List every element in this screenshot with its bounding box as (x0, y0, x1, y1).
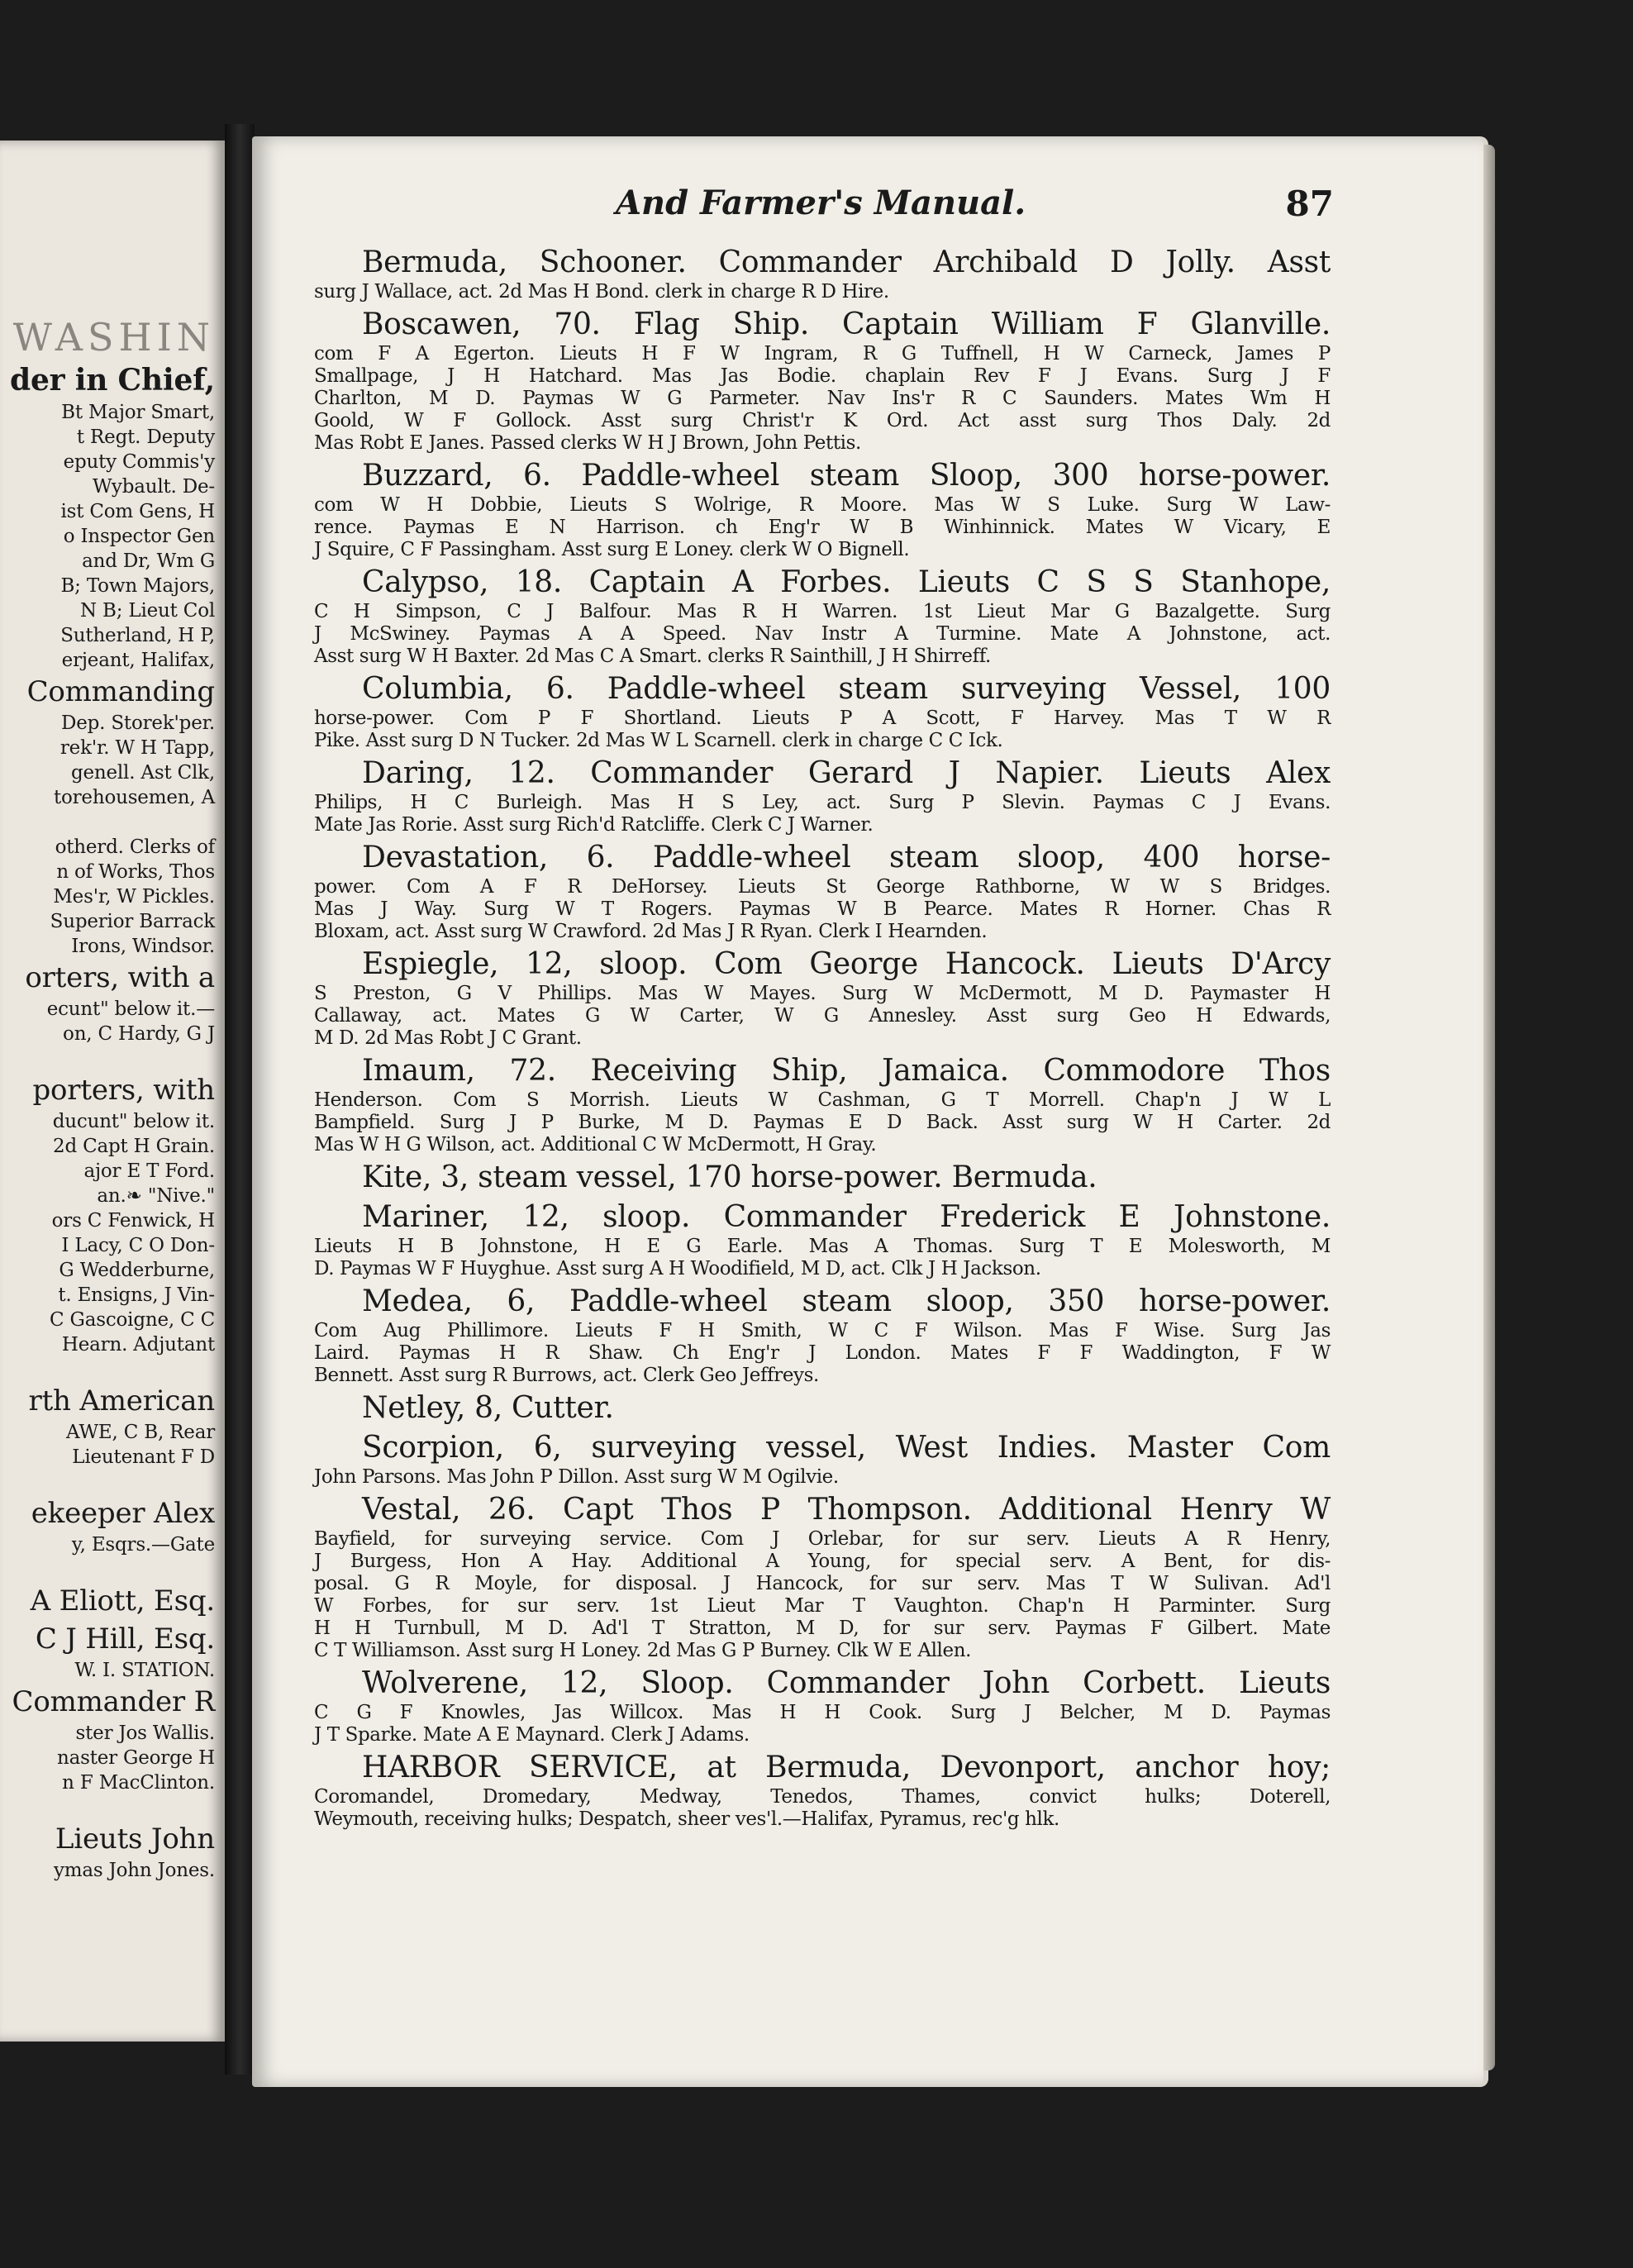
ship-detail-line: surg J Wallace, act. 2d Mas H Bond. clerk in charge R D Hire. (314, 281, 889, 303)
ship-detail-line: Bennett. Asst surg R Burrows, act. Clerk Geo Jeffreys. (314, 1365, 819, 1386)
left-page-line: erjeant, Halifax, (61, 650, 215, 671)
left-page-line (0, 1557, 215, 1582)
ship-detail-line: W Forbes, for sur serv. 1st Lieut Mar T Vaughton. Chap'n H Parminter. Surg (314, 1595, 1331, 1617)
left-page-line: Commander R (12, 1685, 215, 1718)
left-page-line: t. Ensigns, J Vin- (58, 1284, 215, 1306)
ship-detail-line: power. Com A F R DeHorsey. Lieuts St George Rathborne, W W S Bridges. (314, 876, 1331, 898)
left-page-line: y, Esqrs.—Gate (71, 1534, 215, 1556)
ship-list (314, 245, 1331, 1834)
ship-detail-line: Com Aug Phillimore. Lieuts F H Smith, W C F Wilson. Mas F Wise. Surg Jas (314, 1320, 1331, 1341)
ship-detail-line: Asst surg W H Baxter. 2d Mas C A Smart. clerks R Sainthill, J H Shirreff. (314, 646, 991, 667)
left-page-line: naster George H (56, 1747, 215, 1769)
left-page-line: I Lacy, C O Don- (61, 1235, 215, 1256)
ship-detail-line: D. Paymas W F Huyghue. Asst surg A H Woodifield, M D, act. Clk J H Jackson. (314, 1258, 1041, 1279)
ship-detail-line: Smallpage, J H Hatchard. Mas Jas Bodie. chaplain Rev F J Evans. Surg J F (314, 365, 1331, 387)
ship-detail-line: J Burgess, Hon A Hay. Additional A Young, for special serv. A Bent, for dis- (314, 1551, 1331, 1572)
left-page-line (0, 1470, 215, 1494)
page-header (314, 183, 1334, 230)
left-page-line: rek'r. W H Tapp, (60, 737, 215, 759)
ship-entry (314, 671, 1331, 752)
ship-detail-line: C T Williamson. Asst surg H Loney. 2d Mas G P Burney. Clk W E Allen. (314, 1640, 972, 1661)
ship-entry (314, 1053, 1331, 1156)
left-page-line: Mes'r, W Pickles. (53, 886, 215, 908)
ship-detail-line: rence. Paymas E N Harrison. ch Eng'r W B Winhinnick. Mates W Vicary, E (314, 517, 1331, 538)
ship-heading: Mariner, 12, sloop. Commander Frederick E Johnstone. (362, 1200, 1331, 1234)
left-page-line: ymas John Jones. (53, 1860, 215, 1881)
left-page-line: ajor E T Ford. (83, 1160, 215, 1182)
ship-detail-line: Mas W H G Wilson, act. Additional C W McDermott, H Gray. (314, 1134, 877, 1155)
ship-detail-line: John Parsons. Mas John P Dillon. Asst surg W M Ogilvie. (314, 1466, 839, 1488)
left-page-line: Hearn. Adjutant (61, 1334, 215, 1356)
left-page-line: AWE, C B, Rear (66, 1422, 215, 1443)
left-page-lines (0, 314, 215, 1883)
left-page-line: an.❧ "Nive." (97, 1185, 215, 1207)
ship-detail-line: com F A Egerton. Lieuts H F W Ingram, R G Tuffnell, H W Carneck, James P (314, 343, 1331, 364)
book-gutter (225, 124, 255, 2075)
left-page-line: o Inspector Gen (63, 526, 215, 547)
ship-entry (314, 458, 1331, 561)
ship-detail-line: Charlton, M D. Paymas W G Parmeter. Nav Ins'r R C Saunders. Mates Wm H (314, 388, 1331, 409)
ship-detail-line: Henderson. Com S Morrish. Lieuts W Cashman, G T Morrell. Chap'n J W L (314, 1089, 1331, 1111)
ship-entry (314, 1160, 1331, 1196)
page-edge (1483, 145, 1495, 2070)
ship-heading: Boscawen, 70. Flag Ship. Captain William F Glanville. (362, 307, 1331, 341)
left-page-line: Lieuts John (55, 1822, 215, 1856)
ship-detail-line: Mas J Way. Surg W T Rogers. Paymas W B Pearce. Mates R Horner. Chas R (314, 898, 1331, 920)
left-page-line: ekeeper Alex (31, 1497, 215, 1530)
ship-detail-line: posal. G R Moyle, for disposal. J Hancock, for sur serv. Mas T W Sulivan. Ad'l (314, 1573, 1331, 1594)
ship-entry (314, 307, 1331, 455)
running-title: And Farmer's Manual. (616, 183, 1026, 222)
left-page-line: ducunt" below it. (52, 1111, 215, 1132)
page-number: 87 (1285, 183, 1334, 224)
ship-heading: Vestal, 26. Capt Thos P Thompson. Additional Henry W (362, 1493, 1331, 1527)
ship-heading: Espiegle, 12, sloop. Com George Hancock. Lieuts D'Arcy (362, 947, 1331, 981)
ship-heading: Scorpion, 6, surveying vessel, West Indies. Master Com (362, 1431, 1331, 1465)
ship-heading: Buzzard, 6. Paddle-wheel steam Sloop, 300 horse-power. (362, 459, 1331, 493)
ship-heading: Daring, 12. Commander Gerard J Napier. Lieuts Alex (362, 756, 1331, 790)
ship-heading: Imaum, 72. Receiving Ship, Jamaica. Commodore Thos (362, 1054, 1331, 1088)
left-page-line: Superior Barrack (50, 911, 215, 932)
left-page-line: C Gascoigne, C C (50, 1309, 215, 1331)
left-page-line: Dep. Storek'per. (60, 712, 215, 734)
left-page-line: B; Town Majors, (60, 575, 215, 597)
ship-detail-line: Philips, H C Burleigh. Mas H S Ley, act. Surg P Slevin. Paymas C J Evans. (314, 792, 1331, 813)
ship-detail-line: C H Simpson, C J Balfour. Mas R H Warren. 1st Lieut Mar G Bazalgette. Surg (314, 601, 1331, 622)
ship-entry (314, 245, 1331, 303)
left-page-line: Commanding (26, 675, 215, 708)
ship-detail-line: Laird. Paymas H R Shaw. Ch Eng'r J London. Mates F F Waddington, F W (314, 1342, 1331, 1364)
left-page-line: and Dr, Wm G (82, 550, 215, 572)
left-page-line (0, 810, 215, 835)
ship-heading: Columbia, 6. Paddle-wheel steam surveying Vessel, 100 (362, 672, 1331, 706)
ship-detail-line: Bayfield, for surveying service. Com J Orlebar, for sur serv. Lieuts A R Henry, (314, 1528, 1331, 1550)
left-page-line: on, C Hardy, G J (63, 1023, 215, 1045)
left-page-line: ors C Fenwick, H (51, 1210, 215, 1232)
left-page-line: WASHIN (12, 315, 215, 360)
ship-entry (314, 755, 1331, 836)
ship-entry (314, 1492, 1331, 1662)
left-page-line: n of Works, Thos (56, 861, 215, 883)
left-page-line: C J Hill, Esq. (35, 1622, 215, 1656)
left-page-line: der in Chief, (10, 363, 215, 398)
ship-heading: Bermuda, Schooner. Commander Archibald D Jolly. Asst (362, 245, 1331, 279)
left-page-line: ster Jos Wallis. (75, 1722, 215, 1744)
ship-entry (314, 1665, 1331, 1746)
left-page-line: genell. Ast Clk, (70, 762, 215, 784)
left-page-line (0, 1046, 215, 1071)
ship-detail-line: J T Sparke. Mate A E Maynard. Clerk J Adams. (314, 1724, 750, 1746)
ship-detail-line: Mas Robt E Janes. Passed clerks W H J Brown, John Pettis. (314, 432, 861, 454)
ship-detail-line: H H Turnbull, M D. Ad'l T Stratton, M D, for sur serv. Paymas F Gilbert. Mate (314, 1618, 1331, 1639)
left-page-line (0, 1357, 215, 1382)
left-page-line: otherd. Clerks of (55, 836, 215, 858)
ship-detail-line: Goold, W F Gollock. Asst surg Christ'r K Ord. Act asst surg Thos Daly. 2d (314, 410, 1331, 431)
left-page-line: W. I. STATION. (74, 1660, 215, 1681)
ship-detail-line: Coromandel, Dromedary, Medway, Tenedos, Thames, convict hulks; Doterell, (314, 1786, 1331, 1808)
left-page-line: G Wedderburne, (59, 1260, 215, 1281)
ship-heading: Calypso, 18. Captain A Forbes. Lieuts C S S Stanhope, (362, 565, 1331, 599)
ship-detail-line: Bloxam, act. Asst surg W Crawford. 2d Mas J R Ryan. Clerk I Hearnden. (314, 921, 988, 942)
ship-detail-line: J McSwiney. Paymas A A Speed. Nav Instr A Turmine. Mate A Johnstone, act. (314, 623, 1331, 645)
ship-detail-line: J Squire, C F Passingham. Asst surg E Loney. clerk W O Bignell. (314, 539, 910, 560)
left-page-line: orters, with a (25, 961, 215, 994)
left-page-line: t Regt. Deputy (76, 426, 215, 448)
left-page-line: torehousemen, A (53, 787, 215, 808)
left-page-line: n F MacClinton. (62, 1772, 215, 1794)
ship-detail-line: S Preston, G V Phillips. Mas W Mayes. Surg W McDermott, M D. Paymaster H (314, 983, 1331, 1004)
left-page-line: Wybault. De- (92, 476, 215, 498)
left-page-line (0, 1795, 215, 1820)
left-page-line: porters, with (32, 1074, 215, 1107)
ship-detail-line: horse-power. Com P F Shortland. Lieuts P A Scott, F Harvey. Mas T W R (314, 708, 1331, 729)
ship-entry (314, 1199, 1331, 1280)
ship-entry (314, 1284, 1331, 1387)
ship-detail-line: Callaway, act. Mates G W Carter, W G Annesley. Asst surg Geo H Edwards, (314, 1005, 1331, 1027)
ship-detail-line: Weymouth, receiving hulks; Despatch, sheer ves'l.—Halifax, Pyramus, rec'g hlk. (314, 1808, 1059, 1830)
ship-entry (314, 1430, 1331, 1489)
left-page-line: eputy Commis'y (63, 451, 215, 473)
left-page-line: Sutherland, H P, (60, 625, 215, 646)
ship-detail-line: Pike. Asst surg D N Tucker. 2d Mas W L Scarnell. clerk in charge C C Ick. (314, 730, 1003, 751)
ship-entry (314, 565, 1331, 668)
ship-detail-line: com W H Dobbie, Lieuts S Wolrige, R Moore. Mas W S Luke. Surg W Law- (314, 494, 1331, 516)
left-page-line: 2d Capt H Grain. (53, 1136, 215, 1157)
ship-detail-line: Bampfield. Surg J P Burke, M D. Paymas E D Back. Asst surg W H Carter. 2d (314, 1112, 1331, 1133)
ship-entry (314, 946, 1331, 1050)
ship-entry (314, 840, 1331, 943)
left-page-line: rth American (28, 1384, 215, 1418)
ship-heading: Devastation, 6. Paddle-wheel steam sloop, 400 horse- (362, 841, 1331, 874)
left-page-fragment (0, 141, 225, 2042)
ship-detail-line: C G F Knowles, Jas Willcox. Mas H H Cook. Surg J Belcher, M D. Paymas (314, 1702, 1331, 1723)
ship-heading: Kite, 3, steam vessel, 170 horse-power. Bermuda. (362, 1160, 1097, 1194)
left-page-line: ecunt" below it.— (46, 998, 215, 1020)
left-page-line: A Eliott, Esq. (30, 1584, 215, 1618)
ship-detail-line: Lieuts H B Johnstone, H E G Earle. Mas A Thomas. Surg T E Molesworth, M (314, 1236, 1331, 1257)
ship-heading: Netley, 8, Cutter. (362, 1391, 614, 1425)
ship-detail-line: Mate Jas Rorie. Asst surg Rich'd Ratcliffe. Clerk C J Warner. (314, 814, 874, 836)
left-page-line: ist Com Gens, H (60, 501, 215, 522)
ship-heading: Medea, 6, Paddle-wheel steam sloop, 350 horse-power. (362, 1284, 1331, 1318)
left-page-line: Bt Major Smart, (61, 402, 215, 423)
ship-heading: HARBOR SERVICE, at Bermuda, Devonport, anchor hoy; (362, 1751, 1331, 1784)
ship-entry (314, 1390, 1331, 1427)
ship-heading: Wolverene, 12, Sloop. Commander John Corbett. Lieuts (362, 1666, 1331, 1700)
left-page-line: N B; Lieut Col (79, 600, 215, 622)
left-page-line: Lieutenant F D (72, 1446, 215, 1468)
ship-detail-line: M D. 2d Mas Robt J C Grant. (314, 1027, 582, 1049)
ship-entry (314, 1750, 1331, 1831)
left-page-line: Irons, Windsor. (71, 936, 215, 957)
